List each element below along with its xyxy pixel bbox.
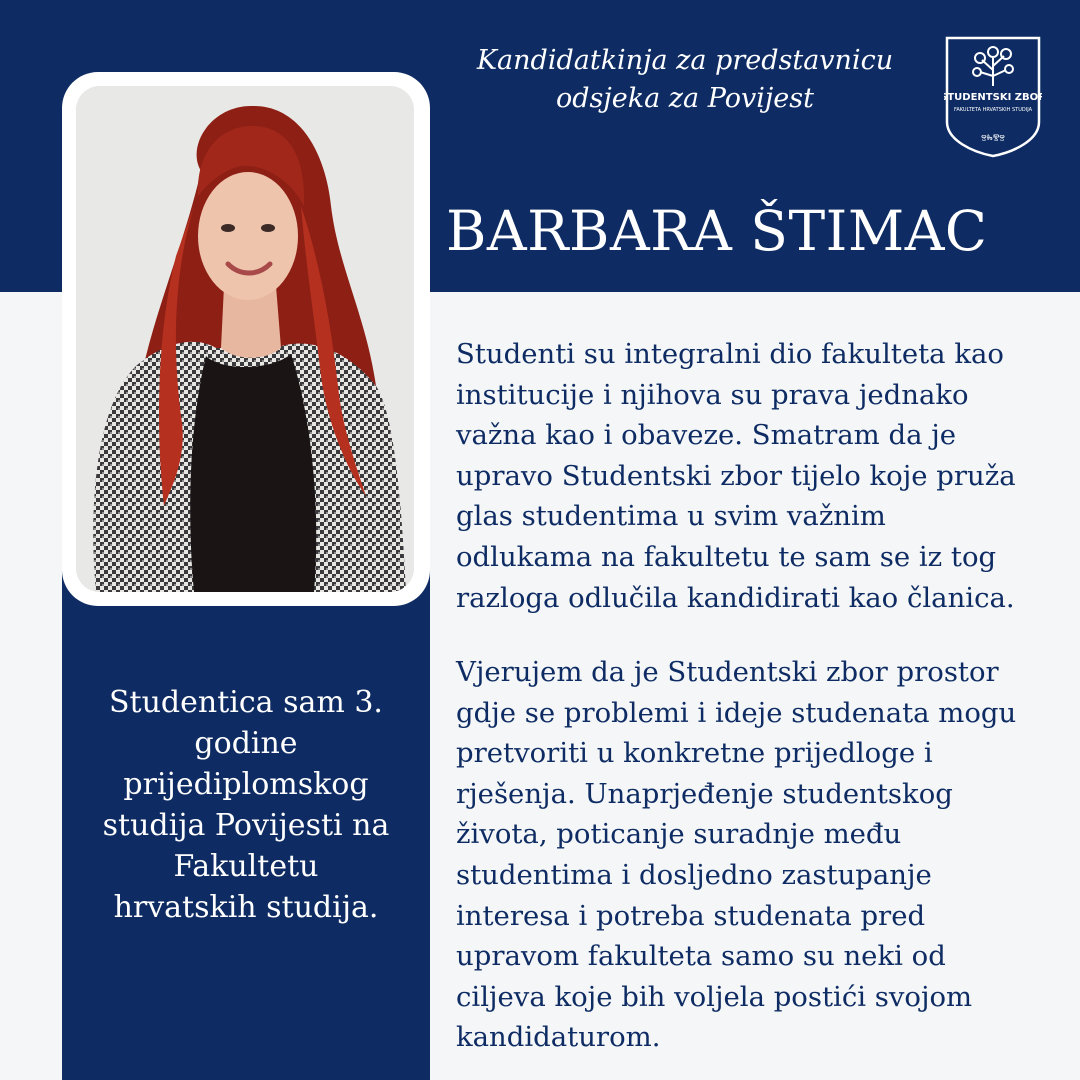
statement-line: Studenti su integralni dio fakulteta kao <box>456 338 1004 370</box>
statement-line: glas studentima u svim važnim <box>456 500 886 533</box>
statement-paragraph-1 <box>456 334 1066 618</box>
tree-crest-icon <box>973 47 1013 86</box>
statement-line: upravom fakulteta samo su neki od <box>456 940 946 973</box>
statement-line: važna kao i obaveze. Smatram da je <box>456 419 957 452</box>
statement-line: odlukama na fakultetu te sam se iz tog <box>456 540 997 573</box>
subtitle-line: odsjeka za Povijest <box>556 83 814 114</box>
statement-line: Vjerujem da je Studentski zbor prostor <box>456 656 999 688</box>
subtitle-line: Kandidatkinja za predstavnicu <box>476 45 894 76</box>
bio-line: prijediplomskog <box>123 767 369 802</box>
statement-line: pretvoriti u konkretne prijedloge i <box>456 737 933 770</box>
candidate-photo <box>76 86 414 592</box>
statement-line: institucije i njihova su prava jednako <box>456 378 969 411</box>
studentski-zbor-logo <box>944 36 1042 158</box>
bio-line: studija Povijesti na <box>102 808 390 843</box>
statement-line: kandidaturom. <box>456 1021 661 1054</box>
bio-line: godine <box>194 726 298 761</box>
statement-line: interesa i potreba studenata pred <box>456 899 926 932</box>
bio-line: Studentica sam 3. <box>109 685 383 720</box>
logo-glagolitic: ⰔⰈⰊⰔ <box>981 133 1005 142</box>
header-subtitle <box>440 42 930 118</box>
statement-line: upravo Studentski zbor tijelo koje pruža <box>456 459 1016 492</box>
candidate-bio <box>70 682 422 928</box>
statement-line: studentima i dosljedno zastupanje <box>456 858 932 891</box>
statement-paragraph-2 <box>456 652 1066 1058</box>
logo-subtitle: FAKULTETA HRVATSKIH STUDIJA <box>953 107 1033 113</box>
bio-line: hrvatskih studija. <box>113 890 379 925</box>
candidate-name: BARBARA ŠTIMAC <box>446 199 988 263</box>
statement-line: rješenja. Unaprjeđenje studentskog <box>456 777 953 810</box>
statement-line: razloga odlučila kandidirati kao članica. <box>456 581 1015 614</box>
statement-line: života, poticanje suradnje među <box>456 818 902 851</box>
logo-title: STUDENTSKI ZBOR <box>944 92 1042 103</box>
statement-line: gdje se problemi i ideje studenata mogu <box>456 696 1017 729</box>
statement-line: ciljeva koje bih voljela postići svojom <box>456 980 973 1013</box>
bio-line: Fakultetu <box>173 849 319 884</box>
